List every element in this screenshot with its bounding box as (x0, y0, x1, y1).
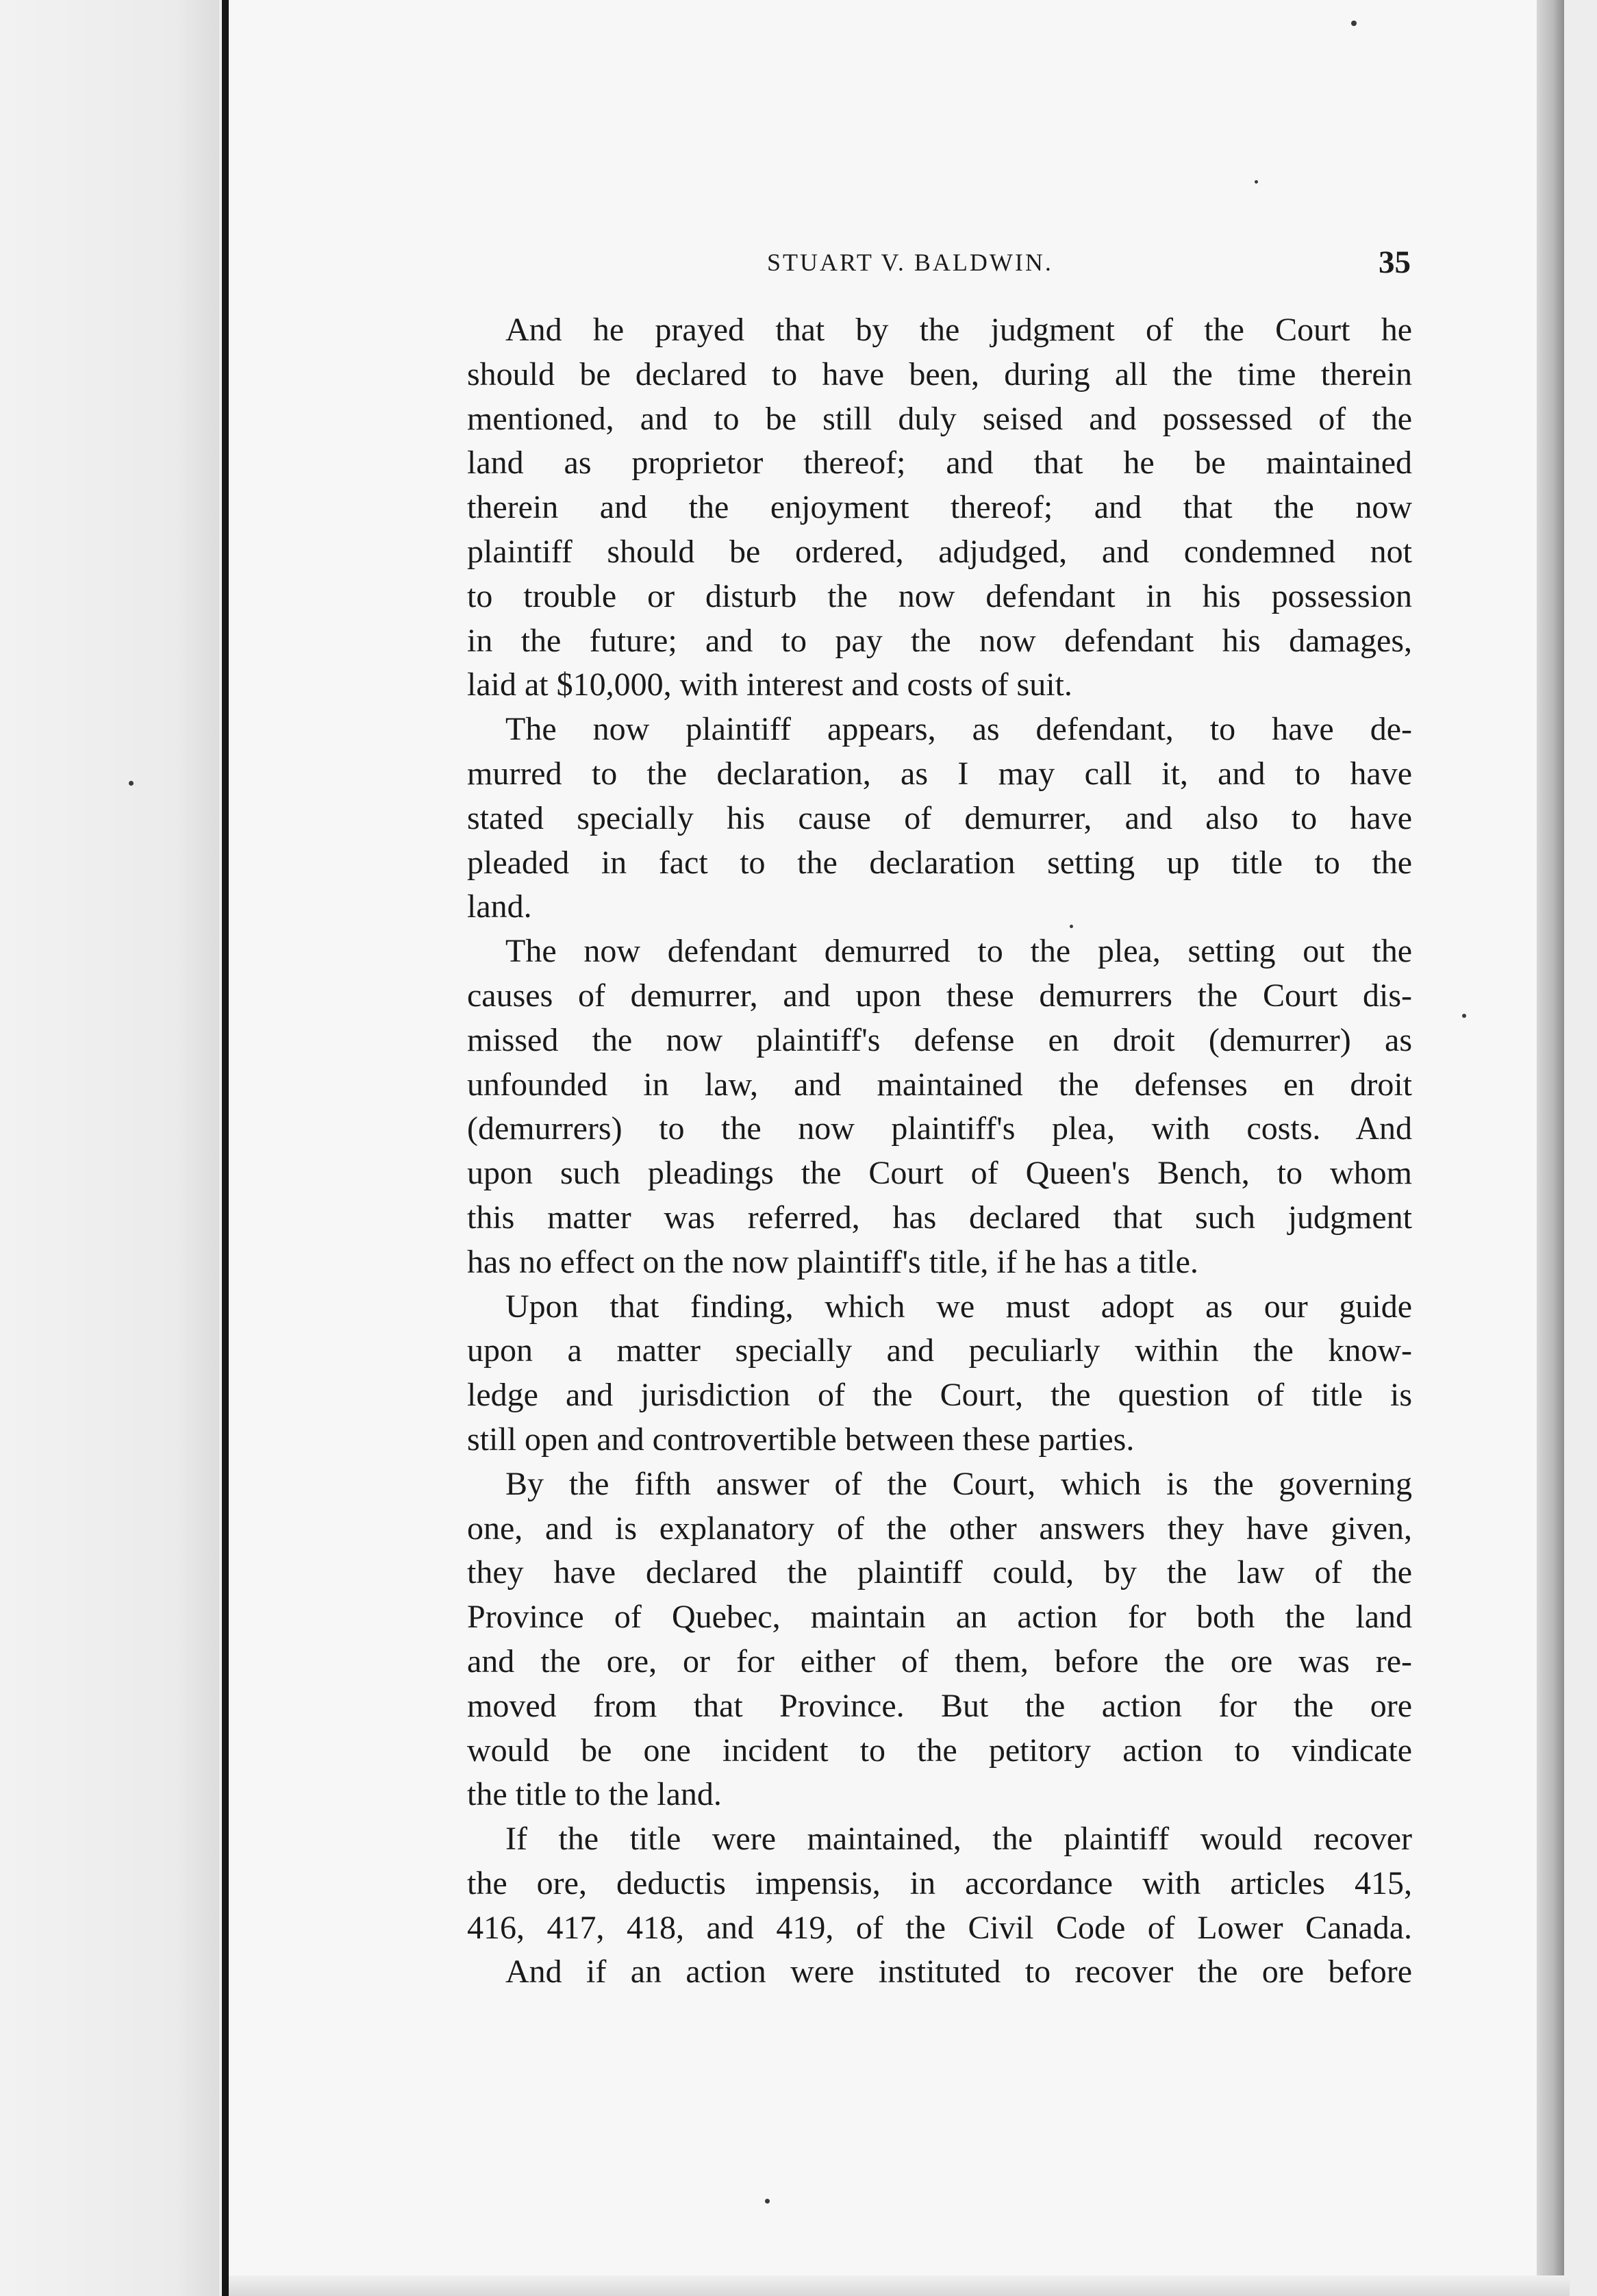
text-line: they have declared the plaintiff could, by the law of the (467, 1554, 1412, 1591)
text-line: missed the now plaintiff's defense en droit (demurrer) as (467, 1021, 1412, 1058)
running-title: STUART V. BALDWIN. (767, 249, 1053, 276)
page-number: 35 (1379, 245, 1411, 280)
text-line: And he prayed that by the judgment of the Court he (505, 312, 1412, 348)
scan-speck (1255, 180, 1258, 184)
text-line: pleaded in fact to the declaration setting up title to the (467, 844, 1412, 881)
text-line: ledge and jurisdiction of the Court, the question of title is (467, 1377, 1412, 1414)
text-line: 416, 417, 418, and 419, of the Civil Code of Lower Canada. (467, 1909, 1412, 1946)
text-line: in the future; and to pay the now defendant his damages, (467, 622, 1412, 659)
text-line: land as proprietor thereof; and that he be maintained (467, 445, 1412, 482)
text-line: and the ore, or for either of them, before the ore was re- (467, 1643, 1412, 1680)
text-line: therein and the enjoyment thereof; and that the now (467, 489, 1412, 526)
text-line: laid at $10,000, with interest and costs of suit. (467, 666, 1072, 703)
facing-page-margin (0, 0, 219, 2296)
text-line: the title to the land. (467, 1776, 722, 1813)
text-line: has no effect on the now plaintiff's title, if he has a title. (467, 1243, 1198, 1280)
text-line: unfounded in law, and maintained the defenses en droit (467, 1066, 1412, 1103)
text-line: (demurrers) to the now plaintiff's plea, with costs. And (467, 1110, 1412, 1147)
text-line: one, and is explanatory of the other answers they have given, (467, 1510, 1412, 1547)
text-line: upon a matter specially and peculiarly within the know- (467, 1332, 1412, 1369)
text-line: By the fifth answer of the Court, which is the governing (505, 1465, 1412, 1502)
text-line: murred to the declaration, as I may call it, and to have (467, 755, 1412, 792)
text-line: should be declared to have been, during all the time therein (467, 355, 1412, 392)
scan-speck (765, 2199, 770, 2204)
text-line: to trouble or disturb the now defendant in his possession (467, 577, 1412, 614)
text-line: Province of Quebec, maintain an action for both the land (467, 1599, 1412, 1636)
page-edge-shadow (1537, 0, 1564, 2296)
text-line: causes of demurrer, and upon these demurrers the Court dis- (467, 977, 1412, 1014)
text-line: And if an action were instituted to recover the ore before (505, 1954, 1412, 1991)
text-line: mentioned, and to be still duly seised and possessed of the (467, 400, 1412, 437)
text-line: still open and controvertible between these parties. (467, 1421, 1135, 1458)
text-line: land. (467, 888, 532, 925)
text-line: this matter was referred, has declared that such judgment (467, 1199, 1412, 1236)
text-line: would be one incident to the petitory action to vindicate (467, 1732, 1412, 1769)
text-line: The now plaintiff appears, as defendant, to have de- (505, 711, 1412, 748)
text-line: moved from that Province. But the action for the ore (467, 1687, 1412, 1724)
text-line: Upon that finding, which we must adopt as our guide (505, 1288, 1412, 1325)
text-line: stated specially his cause of demurrer, and also to have (467, 799, 1412, 836)
page-bottom-edge (229, 2275, 1570, 2296)
body-text (467, 308, 1412, 1995)
text-line: plaintiff should be ordered, adjudged, and condemned not (467, 533, 1412, 570)
scan-speck (1070, 925, 1073, 928)
scan-speck (1462, 1014, 1466, 1018)
page-header (767, 245, 1411, 289)
scan-speck (1351, 21, 1357, 26)
text-line: If the title were maintained, the plaintiff would recover (505, 1821, 1412, 1858)
scan-speck (129, 781, 134, 786)
text-line: The now defendant demurred to the plea, setting out the (505, 933, 1412, 970)
text-line: upon such pleadings the Court of Queen's Bench, to whom (467, 1155, 1412, 1192)
text-line: the ore, deductis impensis, in accordance with articles 415, (467, 1864, 1412, 1901)
